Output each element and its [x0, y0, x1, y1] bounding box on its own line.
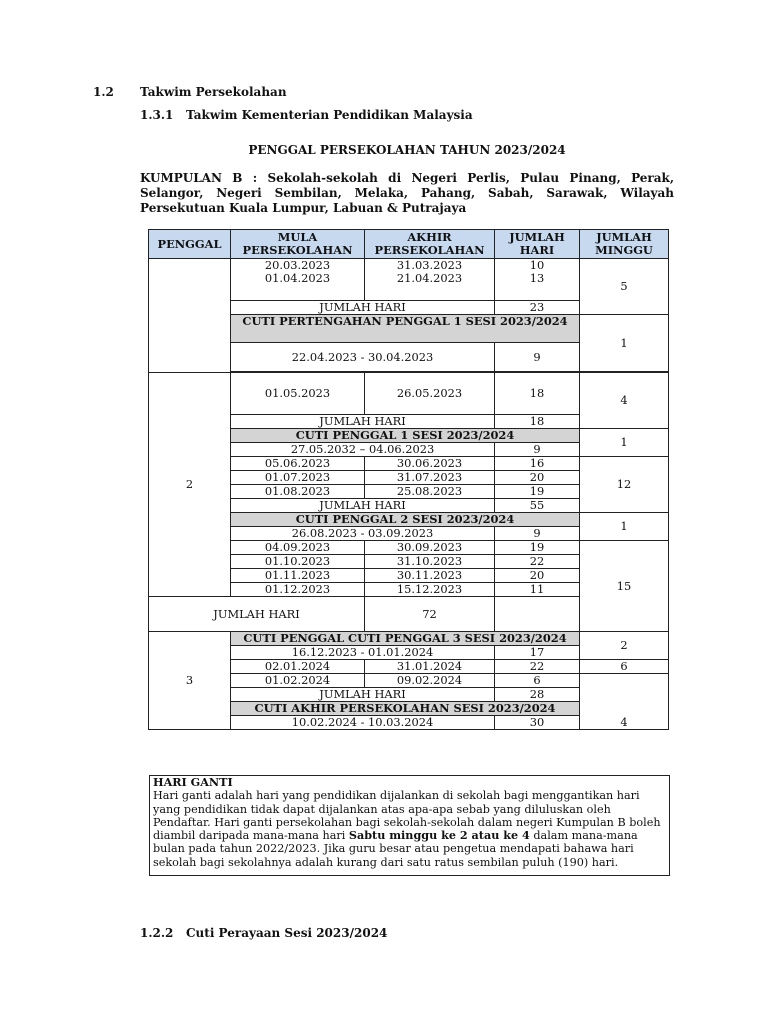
table-cell: 20 — [495, 471, 580, 485]
table-cell: 20 — [495, 569, 580, 583]
header-akhir: AKHIR PERSEKOLAHAN — [365, 230, 495, 259]
table-cell: 31.03.2023 21.04.2023 — [365, 259, 495, 301]
minggu-cell: 12 — [580, 457, 669, 513]
table-cell: 19 — [495, 485, 580, 499]
header-jumlah-hari: JUMLAH HARI — [495, 230, 580, 259]
minggu-cell: 2 — [580, 632, 669, 660]
holiday-label: CUTI PERTENGAHAN PENGGAL 1 SESI 2023/2024 — [231, 315, 580, 343]
holiday-dates: 16.12.2023 - 01.01.2024 — [231, 646, 495, 660]
table-cell: 31.07.2023 — [365, 471, 495, 485]
table-cell: 31.01.2024 — [365, 660, 495, 674]
table-cell: 11 — [495, 583, 580, 597]
table-row — [149, 259, 669, 301]
holiday-dates: 26.08.2023 - 03.09.2023 — [231, 527, 495, 541]
holiday-days: 17 — [495, 646, 580, 660]
minggu-cell: 1 — [580, 315, 669, 372]
section-title: Takwim Persekolahan — [140, 85, 287, 99]
hari-ganti-title: HARI GANTI — [153, 775, 233, 789]
table-cell: 01.12.2023 — [231, 583, 365, 597]
table-cell: 09.02.2024 — [365, 674, 495, 688]
penggal-cell-2: 2 — [149, 373, 231, 597]
kumpulan-intro: KUMPULAN B : Sekolah-sekolah di Negeri Perlis, Pulau Pinang, Perak, Selangor, Negeri Sembilan, Melaka, Pahang, Sabah, Sarawak, Wilayah Persekutuan Kuala Lumpur, Labuan & Putrajaya — [140, 171, 674, 215]
jumlah-hari-value: 28 — [495, 688, 580, 702]
minggu-cell: 6 — [580, 660, 669, 674]
jumlah-hari-value: 55 — [495, 499, 580, 513]
jumlah-hari-label: JUMLAH HARI — [231, 415, 495, 429]
hari-ganti-text: Hari ganti adalah hari yang pendidikan dijalankan di sekolah bagi menggantikan hari yang pendidikan tidak dapat dijalankan atas apa-apa sebab yang diluluskan oleh Pendaftar. Hari ganti persekolahan bagi sekolah-sekolah dalam negeri Kumpulan B boleh diambil daripada mana-mana hari Sabtu minggu ke 2 atau ke 4 dalam mana-mana bulan pada tahun 2022/2023. Jika guru besar atau pengetua mendapati bahawa hari sekolah bagi sekolahnya adalah kurang dari satu ratus sembilan puluh (190) hari. — [153, 789, 661, 869]
table-cell: 01.11.2023 — [231, 569, 365, 583]
holiday-days: 9 — [495, 443, 580, 457]
holiday-label: CUTI PENGGAL CUTI PENGGAL 3 SESI 2023/2024 — [231, 632, 580, 646]
holiday-days: 9 — [495, 527, 580, 541]
school-term-table — [148, 229, 669, 730]
subsection-title: Takwim Kementerian Pendidikan Malaysia — [186, 108, 473, 122]
header-penggal: PENGGAL — [149, 230, 231, 259]
table-cell: 22 — [495, 555, 580, 569]
table-cell: 19 — [495, 541, 580, 555]
minggu-cell: 5 — [580, 259, 669, 315]
table-cell: 30.06.2023 — [365, 457, 495, 471]
hari-ganti-box — [149, 775, 670, 876]
holiday-dates: 22.04.2023 - 30.04.2023 — [231, 343, 495, 372]
subsection-number: 1.3.1 — [140, 108, 174, 122]
section-number: 1.2 — [93, 85, 114, 99]
penggal-cell-3: 3 — [149, 632, 231, 730]
jumlah-hari-label: JUMLAH HARI — [149, 597, 365, 632]
table-header-row — [149, 230, 669, 259]
header-mula: MULA PERSEKOLAHAN — [231, 230, 365, 259]
holiday-label: CUTI PENGGAL 2 SESI 2023/2024 — [231, 513, 580, 527]
holiday-days: 30 — [495, 716, 580, 730]
next-section-number: 1.2.2 — [140, 926, 174, 940]
table-cell: 16 — [495, 457, 580, 471]
holiday-label: CUTI PENGGAL 1 SESI 2023/2024 — [231, 429, 580, 443]
table-cell: 02.01.2024 — [231, 660, 365, 674]
minggu-cell: 1 — [580, 513, 669, 541]
table-cell: 01.02.2024 — [231, 674, 365, 688]
table-cell: 05.06.2023 — [231, 457, 365, 471]
table-cell: 25.08.2023 — [365, 485, 495, 499]
holiday-dates: 27.05.2032 – 04.06.2023 — [231, 443, 495, 457]
table-cell: 6 — [495, 674, 580, 688]
table-cell: 31.10.2023 — [365, 555, 495, 569]
table-cell: 15.12.2023 — [365, 583, 495, 597]
jumlah-hari-label: JUMLAH HARI — [231, 688, 495, 702]
minggu-cell: 1 — [580, 429, 669, 457]
table-cell: 30.09.2023 — [365, 541, 495, 555]
table-cell: 01.07.2023 — [231, 471, 365, 485]
table-cell: 30.11.2023 — [365, 569, 495, 583]
next-section-title: Cuti Perayaan Sesi 2023/2024 — [186, 926, 388, 940]
minggu-cell-empty — [580, 674, 669, 702]
jumlah-hari-label: JUMLAH HARI — [231, 301, 495, 315]
table-cell: 01.10.2023 — [231, 555, 365, 569]
table-cell: 26.05.2023 — [365, 373, 495, 415]
holiday-row — [149, 632, 669, 646]
table-cell: 04.09.2023 — [231, 541, 365, 555]
table-row — [149, 373, 669, 415]
header-jumlah-minggu: JUMLAH MINGGU — [580, 230, 669, 259]
table-cell: 18 — [495, 373, 580, 415]
jumlah-hari-value: 18 — [495, 415, 580, 429]
holiday-days: 9 — [495, 343, 580, 372]
table-cell: 01.05.2023 — [231, 373, 365, 415]
penggal-cell-1 — [149, 259, 231, 373]
jumlah-hari-label: JUMLAH HARI — [231, 499, 495, 513]
table-cell: 01.08.2023 — [231, 485, 365, 499]
table-cell: 22 — [495, 660, 580, 674]
table-cell: 20.03.2023 01.04.2023 — [231, 259, 365, 301]
jumlah-hari-value: 72 — [365, 597, 495, 632]
jumlah-hari-value: 23 — [495, 301, 580, 315]
holiday-label: CUTI AKHIR PERSEKOLAHAN SESI 2023/2024 — [231, 702, 580, 716]
minggu-cell: 15 — [580, 541, 669, 632]
minggu-cell: 4 — [580, 702, 669, 730]
holiday-dates: 10.02.2024 - 10.03.2024 — [231, 716, 495, 730]
minggu-cell: 4 — [580, 373, 669, 429]
table-cell: 10 13 — [495, 259, 580, 301]
document-title: PENGGAL PERSEKOLAHAN TAHUN 2023/2024 — [248, 143, 566, 157]
